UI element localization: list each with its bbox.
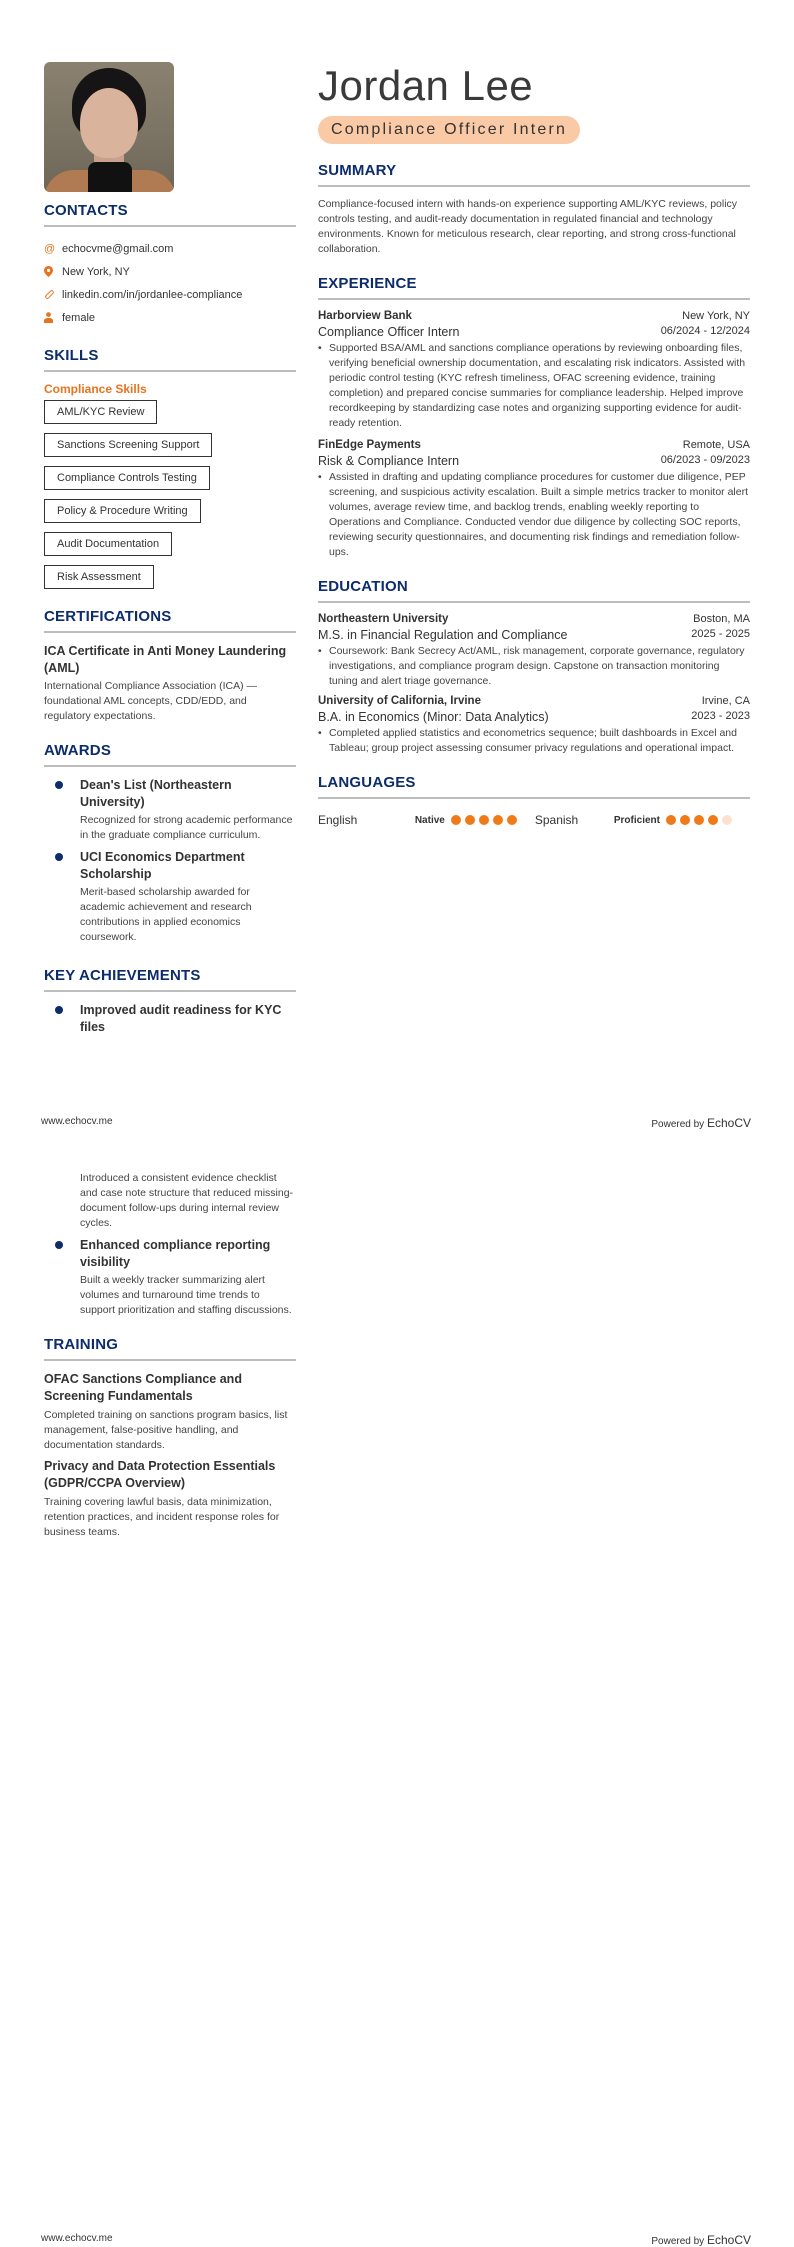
skills-section [44,347,296,598]
skill-group-label: Compliance Skills [44,382,147,396]
job-bullet: • Assisted in drafting and updating compliance procedures for customer due diligence, PEP screening, and suspicious activity escalation. Built a simple metrics tracker to monitor alert volumes, average review time, and backlog trends, enabling weekly reporting to Operations and Compliance. Conducted vendor due diligence by collecting SOC reports, reviewing security questionnaires, and documenting risk findings and remediation follow-ups. [318,470,750,560]
experience-heading: EXPERIENCE [318,275,750,300]
training-section [44,1336,296,1540]
training-heading: TRAINING [44,1336,296,1361]
school-location: Boston, MA [693,613,750,625]
left-column [44,62,296,1042]
employer: Harborview Bank [318,310,412,322]
skill-tag: Compliance Controls Testing [44,466,210,490]
school-location: Irvine, CA [701,695,750,707]
job-dates: 06/2024 - 12/2024 [660,325,750,337]
language-level: Proficient [613,814,660,826]
edu-dates: 2023 - 2023 [691,710,750,722]
job-role: Compliance Officer Intern [318,325,460,339]
edu-dates: 2025 - 2025 [691,628,750,640]
location-pin-icon [44,266,62,277]
degree: M.S. in Financial Regulation and Compliance [318,628,568,642]
contact-linkedin[interactable]: linkedin.com/in/jordanlee-compliance [44,283,296,306]
employer: FinEdge Payments [318,439,421,451]
job-location: Remote, USA [682,439,750,451]
cert-desc: International Compliance Association (ICA) — foundational AML concepts, CDD/EDD, and regulatory expectations. [44,680,258,722]
contacts-heading: CONTACTS [44,202,296,227]
skill-tag: AML/KYC Review [44,400,157,424]
certifications-section [44,608,296,724]
education-item [318,613,750,689]
summary-heading: SUMMARY [318,162,750,187]
contact-email[interactable]: @ echocvme@gmail.com [44,242,174,255]
education-section [318,578,750,756]
bullet-dot-icon [55,1241,63,1249]
summary-section [318,162,750,257]
left-column-continued [44,1171,296,1540]
experience-item [318,439,750,560]
job-location: New York, NY [682,310,750,322]
language-name: Spanish [534,813,579,827]
awards-heading: AWARDS [44,742,296,767]
language-list [318,813,750,827]
footer-site-link[interactable]: www.echocv.me [41,2233,113,2244]
experience-item [318,310,750,431]
person-icon [44,312,62,323]
bullet-dot-icon [55,1006,63,1014]
footer-site-link[interactable]: www.echocv.me [41,1116,113,1127]
awards-section [44,742,296,945]
certifications-heading: CERTIFICATIONS [44,608,296,633]
role-badge: Compliance Officer Intern [318,116,580,144]
training-desc: Training covering lawful basis, data minimization, retention practices, and incident response roles for business teams. [44,1496,280,1538]
award-item: Dean's List (Northeastern University) Recognized for strong academic performance in the graduate compliance curriculum. [44,777,296,843]
edu-bullet: • Completed applied statistics and econometrics sequence; built dashboards in Excel and Tableau; group project assessing consumer privacy regulations and operational impact. [318,726,750,756]
contact-location: New York, NY [44,260,296,283]
rating-dots [451,815,517,825]
training-title: OFAC Sanctions Compliance and Screening Fundamentals [44,1372,242,1403]
education-item [318,695,750,756]
school: University of California, Irvine [318,695,481,707]
candidate-name: Jordan Lee [318,62,534,109]
contact-gender: female [44,306,296,329]
skills-heading: SKILLS [44,347,296,372]
powered-by: Powered by EchoCV [651,2233,751,2247]
edu-bullet: • Coursework: Bank Secrecy Act/AML, risk management, corporate governance, regulatory investigations, and compliance program design. Capstone on transaction monitoring tuning and alert triage governance. [318,644,750,689]
training-desc: Completed training on sanctions program basics, list management, false-positive handling, and documentation standards. [44,1409,288,1451]
contacts-section [44,202,296,329]
achievements-section [44,967,296,1036]
job-bullet: • Supported BSA/AML and sanctions compliance operations by reviewing onboarding files, verifying beneficial ownership documentation, and escalating risk indicators. Assisted with periodic control testing (KYC refresh timeliness, OFAC screening evidence, training completion) and prepared concise summaries for compliance leadership. Helped improve recordkeeping by standardizing case notes and organizing supporting evidence for audit-ready retention. [318,341,750,431]
achievement-item: Enhanced compliance reporting visibility Built a weekly tracker summarizing alert volumes and turnaround time trends to support prioritization and staffing discussions. [44,1237,296,1318]
resume-page-2 [0,1123,794,2246]
school: Northeastern University [318,613,449,625]
degree: B.A. in Economics (Minor: Data Analytics) [318,710,549,724]
achievements-heading: KEY ACHIEVEMENTS [44,967,296,992]
link-icon [44,289,62,300]
powered-by: Powered by EchoCV [651,1116,751,1130]
bullet-dot-icon [55,781,63,789]
education-heading: EDUCATION [318,578,750,603]
achievement-item-continued: Introduced a consistent evidence checklist and case note structure that reduced missing-document follow-ups during internal review cycles. [80,1172,294,1229]
achievement-item: Improved audit readiness for KYC files [44,1002,296,1036]
languages-section [318,774,750,827]
right-column [318,62,750,827]
at-icon: @ [44,242,56,255]
skill-tag: Policy & Procedure Writing [44,499,201,523]
experience-section [318,275,750,560]
cert-title: ICA Certificate in Anti Money Laundering (AML) [44,644,287,675]
bullet-dot-icon [55,853,63,861]
language-name: English [318,813,358,827]
skill-tag: Risk Assessment [44,565,154,589]
skill-tag: Audit Documentation [44,532,172,556]
summary-text: Compliance-focused intern with hands-on experience supporting AML/KYC reviews, policy controls testing, and audit-ready documentation in regulated financial and technology environments. Known for meticulous research, clear reporting, and strong cross-functional collaboration. [318,198,738,255]
training-title: Privacy and Data Protection Essentials (GDPR/CCPA Overview) [44,1459,276,1490]
languages-heading: LANGUAGES [318,774,750,799]
job-role: Risk & Compliance Intern [318,454,460,468]
rating-dots [666,815,732,825]
profile-photo [44,62,174,192]
skill-tag: Sanctions Screening Support [44,433,212,457]
language-level: Native [414,814,445,826]
award-item: UCI Economics Department Scholarship Merit-based scholarship awarded for academic achievement and research contributions in applied economics coursework. [44,849,296,945]
job-dates: 06/2023 - 09/2023 [660,454,750,466]
